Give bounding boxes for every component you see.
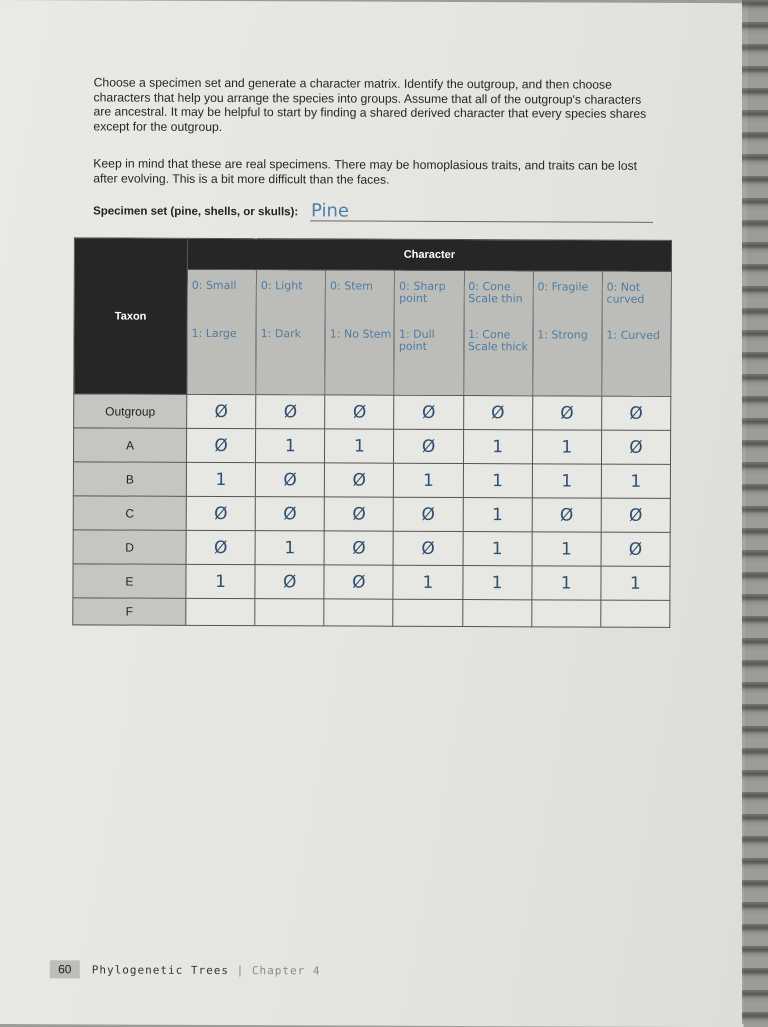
matrix-cell[interactable]: 1: [325, 429, 394, 463]
table-row: [73, 496, 670, 533]
matrix-cell[interactable]: [531, 600, 600, 627]
specimen-label: Specimen set (pine, shells, or skulls):: [93, 205, 299, 219]
footer-separator: |: [236, 964, 245, 978]
matrix-cell[interactable]: Ø: [394, 395, 463, 429]
matrix-cell[interactable]: 1: [256, 429, 325, 463]
matrix-cell[interactable]: Ø: [325, 395, 394, 429]
table-row: [74, 394, 671, 431]
matrix-cell[interactable]: 1: [462, 566, 531, 600]
character-3-state-0: 0: Stem: [330, 279, 374, 293]
matrix-cell[interactable]: Ø: [324, 565, 393, 599]
table-row: [73, 564, 670, 601]
character-2-state-1: 1: Dark: [260, 327, 302, 341]
matrix-cell[interactable]: Ø: [463, 396, 532, 430]
character-1-state-0: 0: Small: [191, 278, 237, 293]
matrix-cell[interactable]: Ø: [255, 497, 324, 531]
character-matrix: [72, 237, 672, 628]
matrix-cell[interactable]: [324, 599, 393, 626]
matrix-cell[interactable]: 1: [255, 531, 324, 565]
table-row: [73, 428, 670, 465]
page-number: 60: [50, 960, 80, 978]
matrix-cell[interactable]: [393, 599, 462, 626]
character-1-state-1: 1: Large: [191, 326, 237, 341]
matrix-cell[interactable]: [255, 599, 324, 626]
matrix-cell[interactable]: Ø: [394, 429, 463, 463]
matrix-cell[interactable]: 1: [532, 532, 601, 566]
table-row: [73, 598, 670, 628]
matrix-cell[interactable]: Ø: [601, 396, 670, 430]
book-title: Phylogenetic Trees: [91, 963, 230, 978]
character-6-states: [532, 271, 602, 396]
matrix-cell[interactable]: [186, 598, 255, 625]
taxon-label: B: [73, 462, 186, 496]
matrix-cell[interactable]: Ø: [186, 496, 255, 530]
instructions-paragraph-2: Keep in mind that these are real specimens. There may be homoplasious traits, and traits can be lost after evolving. This is a bit more difficult than the faces.: [93, 156, 638, 187]
character-header: Character: [187, 238, 671, 271]
character-3-states: [325, 270, 395, 395]
matrix-cell[interactable]: [601, 600, 670, 627]
matrix-cell[interactable]: 1: [601, 566, 670, 600]
character-5-states: [463, 271, 533, 396]
table-row: [73, 462, 670, 499]
matrix-cell[interactable]: Ø: [255, 463, 324, 497]
character-6-state-0: 0: Fragile: [537, 280, 589, 294]
matrix-cell[interactable]: Ø: [601, 532, 670, 566]
character-7-states: [602, 271, 672, 396]
taxon-label: C: [73, 496, 186, 530]
specimen-set-line: [93, 200, 653, 225]
character-6-state-1: 1: Strong: [537, 328, 588, 342]
matrix-cell[interactable]: 1: [463, 498, 532, 532]
character-4-states: [394, 270, 464, 395]
character-4-state-1: 1: Dull point: [398, 327, 435, 353]
matrix-cell[interactable]: 1: [463, 464, 532, 498]
matrix-cell[interactable]: Ø: [532, 498, 601, 532]
character-1-states: [187, 269, 257, 394]
matrix-cell[interactable]: Ø: [601, 430, 670, 464]
matrix-cell[interactable]: [462, 600, 531, 627]
matrix-cell[interactable]: 1: [186, 462, 255, 496]
matrix-cell[interactable]: Ø: [324, 531, 393, 565]
table-row: [73, 530, 670, 567]
matrix-cell[interactable]: Ø: [186, 428, 255, 462]
matrix-cell[interactable]: Ø: [256, 395, 325, 429]
matrix-cell[interactable]: 1: [186, 564, 255, 598]
specimen-answer-underline: [310, 220, 653, 222]
matrix-cell[interactable]: Ø: [601, 498, 670, 532]
running-footer: [92, 963, 321, 977]
taxon-header: Taxon: [74, 238, 188, 394]
chapter-label: Chapter 4: [251, 964, 321, 978]
matrix-cell[interactable]: 1: [393, 565, 462, 599]
character-5-state-1: 1: Cone Scale thick: [468, 328, 528, 354]
taxon-label: A: [73, 428, 186, 462]
matrix-cell[interactable]: 1: [394, 463, 463, 497]
matrix-cell[interactable]: Ø: [187, 394, 256, 428]
taxon-label: E: [73, 564, 186, 598]
instructions-paragraph-1: Choose a specimen set and generate a character matrix. Identify the outgroup, and then choose characters that help you arrange the species into groups. Assume that all of the outgroup's characters are ancestral. It may be helpful to start by finding a shared derived character that every species shares except for the outgroup.: [93, 75, 647, 134]
matrix-cell[interactable]: Ø: [394, 497, 463, 531]
matrix-cell[interactable]: 1: [532, 464, 601, 498]
matrix-cell[interactable]: Ø: [532, 396, 601, 430]
character-3-state-1: 1: No Stem: [329, 327, 392, 341]
matrix-cell[interactable]: Ø: [255, 565, 324, 599]
character-5-state-0: 0: Cone Scale thin: [468, 280, 523, 306]
taxon-label: F: [73, 598, 186, 625]
character-2-state-0: 0: Light: [260, 279, 303, 293]
matrix-body: [73, 394, 671, 628]
character-2-states: [256, 270, 326, 395]
taxon-label: D: [73, 530, 186, 564]
matrix-cell[interactable]: Ø: [324, 497, 393, 531]
character-7-state-0: 0: Not curved: [606, 280, 645, 306]
matrix-cell[interactable]: Ø: [325, 463, 394, 497]
spiral-binding: [742, 0, 768, 1024]
matrix-cell[interactable]: 1: [532, 566, 601, 600]
character-4-state-0: 0: Sharp point: [399, 279, 446, 305]
specimen-answer[interactable]: Pine: [311, 200, 350, 222]
matrix-cell[interactable]: 1: [601, 464, 670, 498]
taxon-label: Outgroup: [74, 394, 187, 428]
matrix-cell[interactable]: Ø: [393, 531, 462, 565]
matrix-cell[interactable]: Ø: [186, 530, 255, 564]
matrix-cell[interactable]: 1: [463, 532, 532, 566]
matrix-cell[interactable]: 1: [532, 430, 601, 464]
character-7-state-1: 1: Curved: [606, 328, 661, 342]
matrix-cell[interactable]: 1: [463, 430, 532, 464]
